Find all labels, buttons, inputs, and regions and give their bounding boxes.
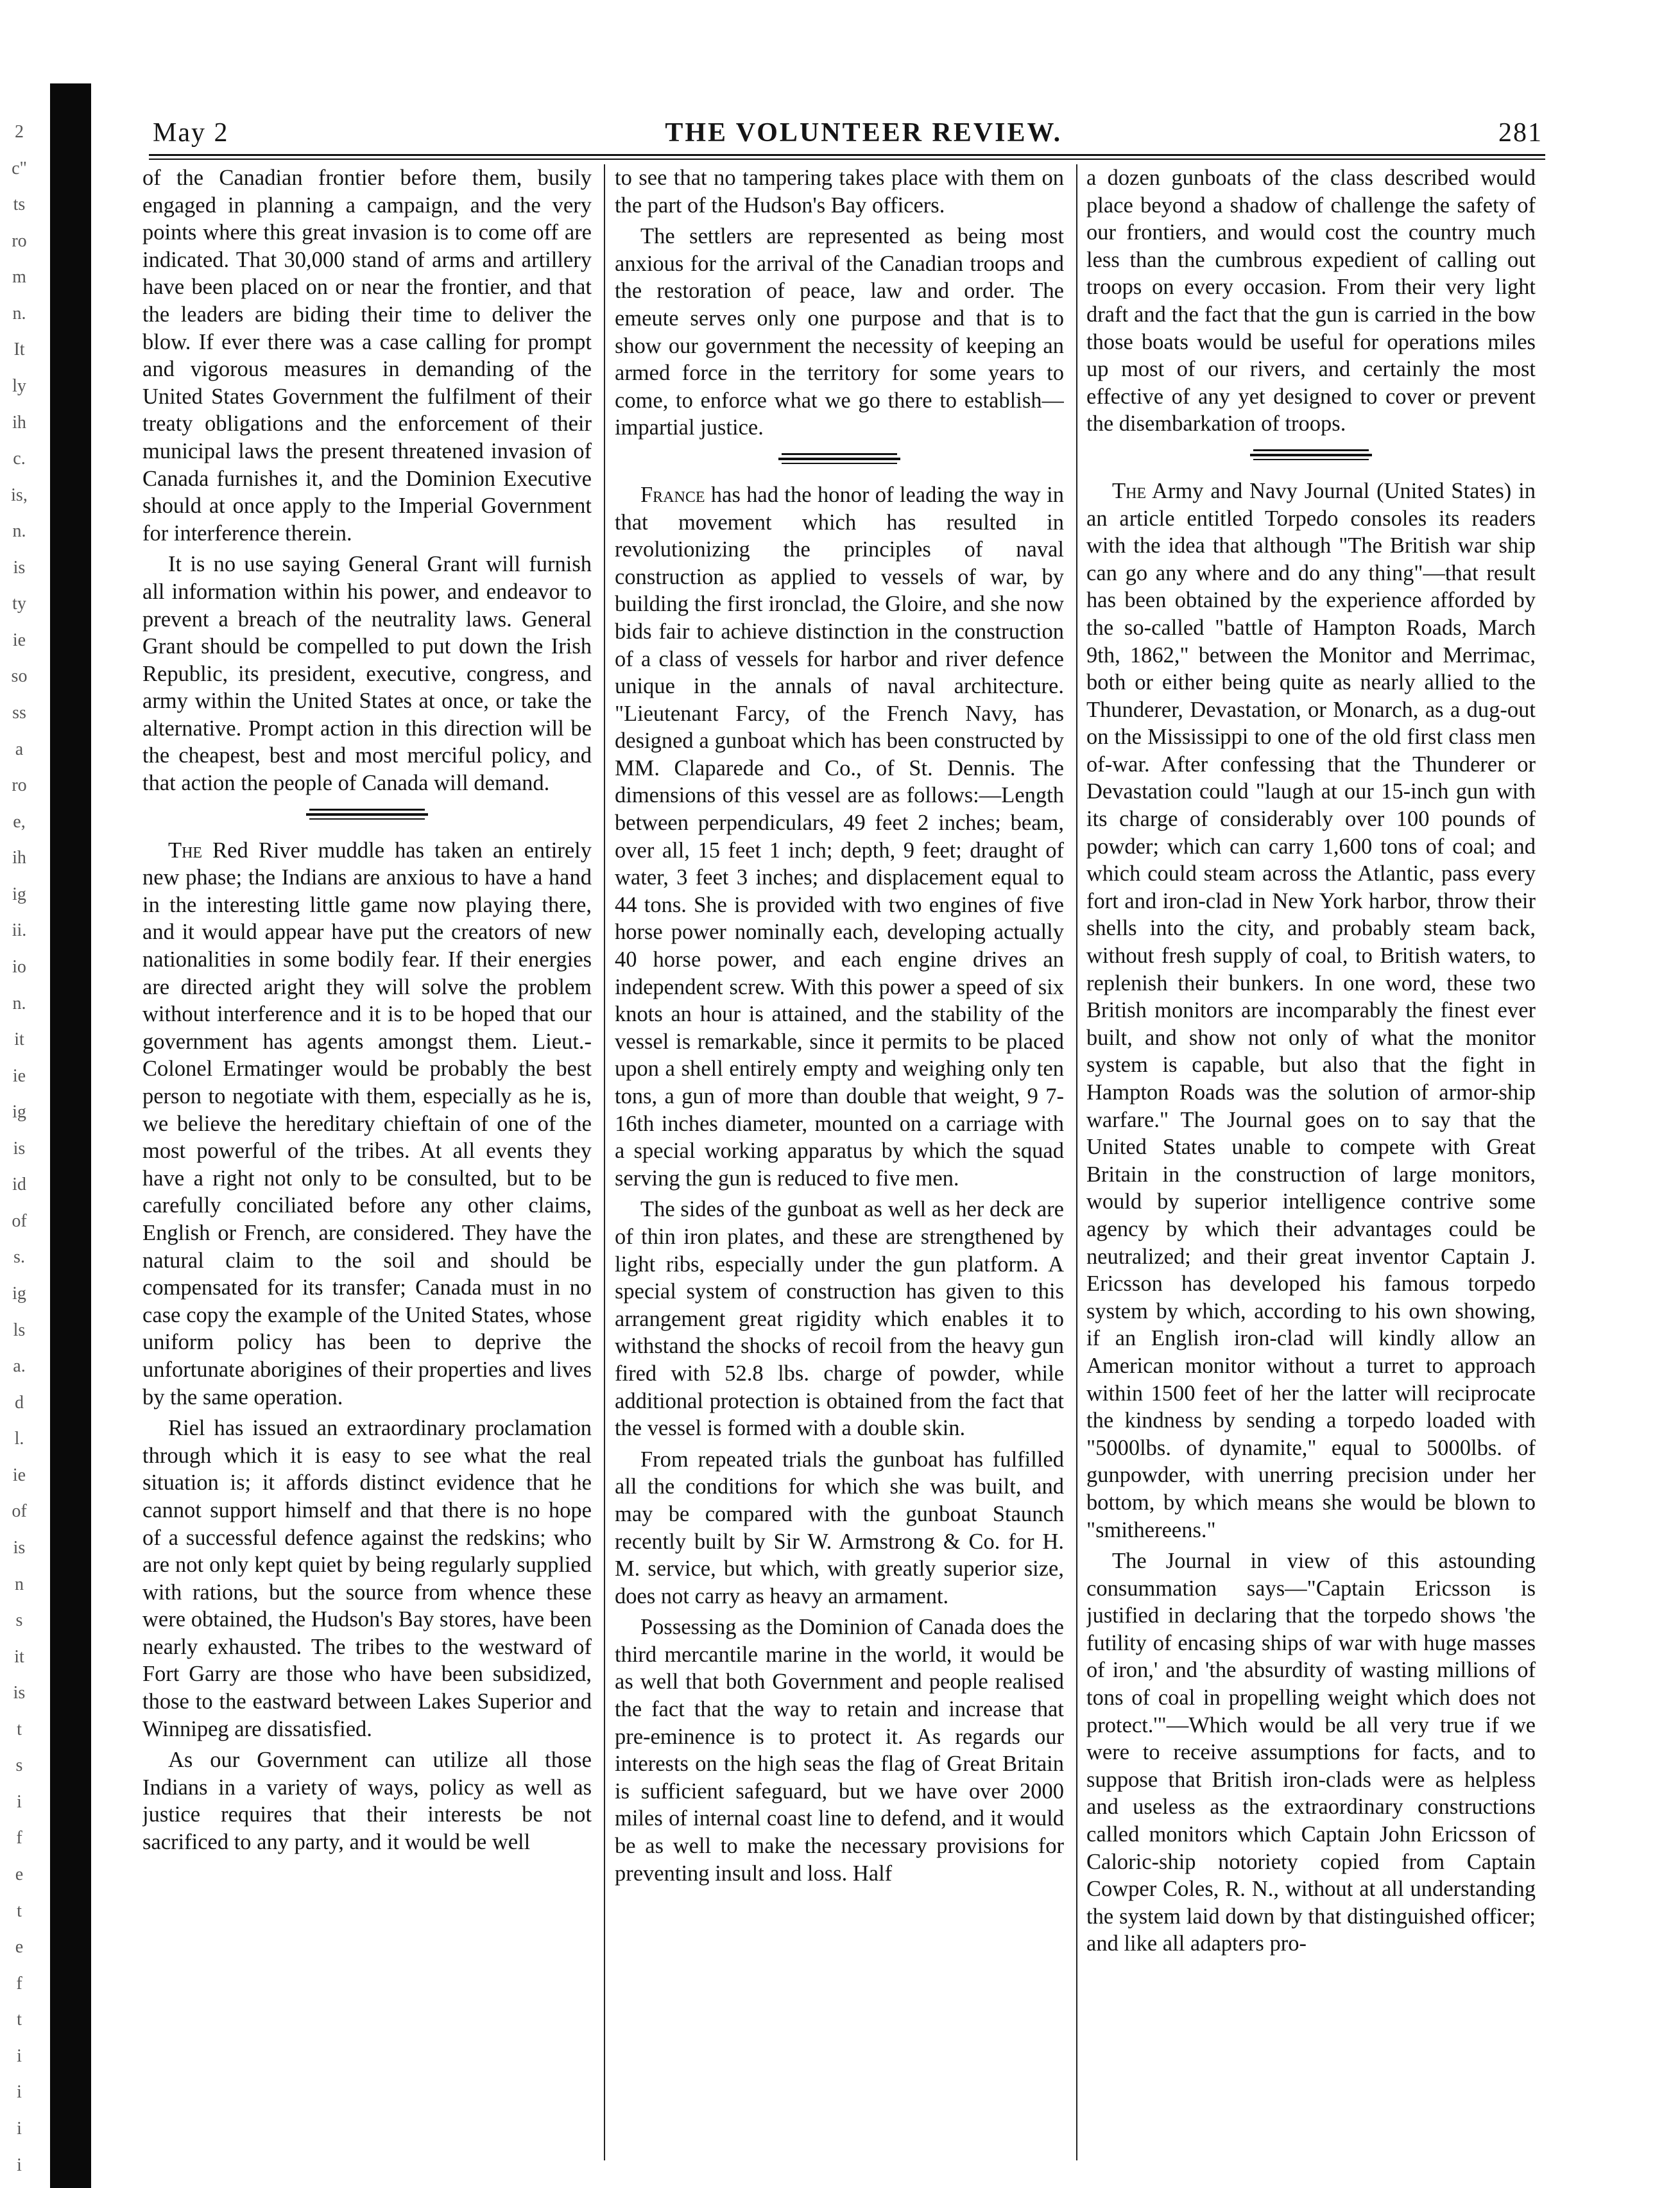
- paragraph: to see that no tampering takes place with them on the part of the Hudson's Bay officers.: [615, 166, 1064, 218]
- margin-fragment: it: [14, 1029, 24, 1050]
- margin-fragment: it: [14, 1646, 24, 1667]
- margin-fragment: s: [15, 1610, 23, 1631]
- margin-fragment: c.: [13, 449, 26, 469]
- margin-fragment: ig: [12, 884, 26, 904]
- margin-fragment: n.: [12, 521, 26, 542]
- margin-fragment: n: [15, 1574, 24, 1594]
- margin-fragment: s.: [13, 1247, 25, 1268]
- article-separator: [1086, 443, 1536, 467]
- margin-fragment: i: [17, 1791, 22, 1812]
- column-3: [1086, 164, 1536, 2173]
- margin-fragment: ro: [12, 775, 27, 796]
- margin-fragment: t: [17, 1719, 22, 1739]
- header-rule: [149, 154, 1545, 156]
- margin-fragment: l.: [14, 1429, 24, 1449]
- margin-fragment: ig: [12, 1284, 26, 1304]
- margin-fragment: i: [17, 2082, 22, 2103]
- paragraph: The settlers are represented as being most anxious for the arrival of the Canadian troops and the restoration of peace, law and order. The emeute serves only one purpose and that is to show our government the necessity of keeping an armed force in the territory for some years to come, to enforce what we go there to establish—impartial justice.: [615, 224, 1064, 440]
- lead-word: The: [168, 838, 203, 863]
- margin-fragment: of: [12, 1501, 27, 1522]
- margin-fragment: 2: [15, 122, 24, 142]
- paragraph-text: Army and Navy Journal (United States) in an article entitled Torpedo consoles its readers with the idea that although "The British war ship can go any where and do any thing"—that result has been obtained by the experience afforded by the so-called "battle of Hampton Roads, March 9th, 1862," between the Monitor and Merrimac, both or either being quite as nearly allied to the Thunderer, Devastation, or Monarch, as a dug-out on the Mississippi to one of the old first class men of-war. After confessing that the Thunderer or Devastation could "laugh at our 15-inch gun with its charge of considerably over 100 pounds of powder; which can carry 1,600 tons of coal; and which could steam across the Atlantic, pass every fort and iron-clad in New York harbor, throw their shells into the city, and probably steam back, without fresh supply of coal, to British waters, to replenish their bunkers. In one word, these two British monitors are incomparably the finest ever built, and show not only of what the monitor system is capable, but also that the fight in Hampton Roads was the solution of armor-ship warfare." The Journal goes on to say that the United States unable to compete with Great Britain in the construction of large monitors, would by superior intelligence contrive some agency by which their advantages could be neutralized; and their great inventor Captain J. Ericsson has developed his famous torpedo system by which, according to his own showing, if an English iron-clad will kindly allow an American monitor without a turret to approach within 1500 feet of her the latter will reciprocate the kindness by sending a torpedo loaded with "5000lbs. of dynamite," equal to 5000lbs. of gunpowder, with unerring precision under her bottom, by which means she would be blown to "smithereens.": [1086, 478, 1536, 1542]
- margin-fragment: t: [17, 1900, 22, 1921]
- margin-fragment: is: [13, 557, 26, 578]
- paragraph: It is no use saying General Grant will furnish all information within his power, and endeavor to prevent a breach of the neutrality laws. General Grant should be compelled to put down the Irish Republic, its president, executive, congress, and army within the United States at once, or take the alternative. Prompt action in this direction will be the cheapest, best and most merciful policy, and that action the people of Canada will demand.: [142, 552, 592, 796]
- article-separator: [615, 447, 1064, 471]
- margin-fragment: m: [12, 267, 26, 288]
- article-lead-paragraph: [1086, 478, 1536, 1544]
- paragraph: of the Canadian frontier before them, busily engaged in planning a campaign, and the very points where this great invasion is to come off are indicated. That 30,000 stand of arms and artillery have been placed on or near the frontier, and that the leaders are biding their time to deliver the blow. If ever there was a case calling for prompt and vigorous measures in demanding of the United States Government the fulfilment of their treaty obligations and the enforcement of their municipal laws the present threatened invasion of Canada furnishes it, and the Dominion Executive should at once apply to the Imperial Government for interference therein.: [142, 166, 592, 546]
- margin-fragment: n.: [12, 993, 26, 1013]
- adjacent-page-margin-fragments: [0, 122, 39, 2176]
- lead-word: France: [640, 482, 705, 507]
- margin-fragment: ie: [12, 1465, 26, 1485]
- margin-fragment: i: [17, 2155, 22, 2175]
- margin-fragment: d: [15, 1392, 24, 1413]
- margin-fragment: s: [15, 1755, 23, 1776]
- page-number: 281: [1498, 118, 1543, 148]
- paragraph: The sides of the gunboat as well as her deck are of thin iron plates, and these are strengthened by light ribs, especially under the gun platform. A special system of construction has given to this arrangement great rigidity which enables it to withstand the shocks of recoil from the heavy gun fired with 52.8 lbs. charge of powder, while additional protection is obtained from the fact that the vessel is formed with a double skin.: [615, 1197, 1064, 1441]
- margin-fragment: ie: [12, 1065, 26, 1086]
- margin-fragment: ih: [12, 848, 26, 868]
- margin-fragment: id: [12, 1175, 26, 1195]
- margin-fragment: a: [15, 739, 24, 759]
- margin-fragment: a.: [13, 1356, 26, 1377]
- publication-title: THE VOLUNTEER REVIEW.: [665, 118, 1063, 148]
- margin-fragment: is,: [11, 485, 28, 505]
- header-date: May 2: [153, 118, 229, 148]
- margin-fragment: ig: [12, 1102, 26, 1123]
- margin-fragment: t: [17, 2010, 22, 2030]
- article-separator: [142, 802, 592, 827]
- paragraph: As our Government can utilize all those Indians in a variety of ways, policy as well as justice requires that their interests be not sacrificed to any party, and it would be well: [142, 1748, 592, 1855]
- margin-fragment: f: [16, 1973, 22, 1994]
- column-2: [615, 164, 1064, 2173]
- paragraph: The Journal in view of this astounding consummation says—"Captain Ericsson is justified in declaring that the torpedo shows 'the futility of encasing ships of war with huge masses of iron,' and 'the absurdity of wasting millions of tons of coal in propelling weight which does not protect.'"—Which would be all very true if we were to receive assumptions for facts, and to suppose that British iron-clads were as helpless and useless as the extraordinary constructions called monitors which Captain John Ericsson of Caloric-ship notoriety copied from Captain Cowper Coles, R. N., without at all understanding the system laid down by that distinguished officer; and like all adapters pro-: [1086, 1549, 1536, 1956]
- paragraph: From repeated trials the gunboat has fulfilled all the conditions for which she was built, and may be compared with the gunboat Staunch recently built by Sir W. Armstrong & Co. for H. M. service, but which, with greatly superior size, does not carry as heavy an armament.: [615, 1447, 1064, 1608]
- margin-fragment: ts: [13, 194, 26, 215]
- column-divider: [1076, 164, 1077, 2160]
- margin-fragment: e: [15, 1937, 24, 1958]
- margin-fragment: ih: [12, 412, 26, 433]
- margin-fragment: ie: [12, 630, 26, 650]
- margin-fragment: It: [13, 340, 25, 360]
- paragraph: Possessing as the Dominion of Canada does the third mercantile marine in the world, it would be as well that both Government and people realised the fact that the way to retain and increase that pre-eminence is to protect it. As regards our interests on the high seas the flag of Great Britain is sufficient safeguard, but we have over 2000 miles of internal coast line to defend, and it would be as well to make the necessary provisions for preventing insult and loss. Half: [615, 1615, 1064, 1886]
- margin-fragment: so: [11, 666, 28, 687]
- binding-gutter-shadow: [50, 83, 91, 2188]
- paragraph-text: has had the honor of leading the way in that movement which has resulted in revolutionizing the principles of naval construction as applied to vessels of war, by building the first ironclad, the Gloire, and she now bids fair to achieve distinction in the construction of a class of vessels for harbor and river defence unique in the annals of naval architecture. "Lieutenant Farcy, of the French Navy, has designed a gunboat which has been constructed by MM. Claparede and Co., of St. Dennis. The dimensions of this vessel are as follows:—Length between perpendiculars, 49 feet 2 inches; beam, over all, 15 feet 1 inch; depth, 9 feet; draught of water, 3 feet 3 inches; and displacement equal to 44 tons. She is provided with two engines of five horse power nominally each, developing actually 40 horse power, and each engine drives an independent screw. With this power a speed of six knots an hour is attained, and the stability of the vessel is remarkable, since it permits to be placed upon a shell entirely empty and weighing only ten tons, a gun of more than double that weight, 9 7-16th inches diameter, mounted on a carriage with a special working apparatus by which the squad serving the gun is reduced to five men.: [615, 482, 1064, 1191]
- lead-word: The: [1112, 478, 1147, 503]
- margin-fragment: is: [13, 1138, 26, 1159]
- running-header: [153, 114, 1543, 151]
- column-divider: [604, 164, 605, 2160]
- margin-fragment: e: [15, 1865, 24, 1884]
- margin-fragment: e,: [13, 811, 26, 832]
- margin-fragment: ls: [13, 1320, 26, 1340]
- margin-fragment: c": [12, 158, 27, 178]
- margin-fragment: ro: [12, 230, 27, 251]
- margin-fragment: ii.: [12, 920, 27, 941]
- margin-fragment: io: [12, 956, 26, 977]
- margin-fragment: n.: [12, 303, 26, 323]
- paragraph: Riel has issued an extraordinary proclamation through which it is easy to see what the real situation is; it affords distinct evidence that he cannot support himself and that there is no hope of a successful defence against the redskins; who are not only kept quiet by being regularly supplied with rations, but the source from whence these were obtained, the Hudson's Bay stores, have been nearly exhausted. The tribes to the westward of Fort Garry are those who have been subsidized, those to the eastward between Lakes Superior and Winnipeg are dissatisfied.: [142, 1416, 592, 1741]
- margin-fragment: ly: [12, 375, 26, 396]
- header-rule-double: [149, 159, 1545, 160]
- margin-fragment: is: [13, 1683, 26, 1703]
- margin-fragment: ss: [12, 703, 26, 723]
- column-1: [142, 164, 592, 2173]
- article-lead-paragraph: [142, 837, 592, 1411]
- margin-fragment: i: [17, 2046, 22, 2066]
- margin-fragment: is: [13, 1537, 26, 1558]
- margin-fragment: ty: [12, 594, 26, 614]
- margin-fragment: f: [16, 1828, 22, 1848]
- paragraph-text: Red River muddle has taken an entirely new phase; the Indians are anxious to have a hand in the interesting little game now playing there, and it would appear have put the creators of new nationalities in some bodily fear. If their energies are directed aright they will solve the problem without interference and it is to be hoped that our government has agents amongst them. Lieut.-Colonel Ermatinger would be probably the best person to negotiate with them, especially as he is, we believe the hereditary chieftain of one of the most powerful of the tribes. At all events they have a right not only to be consulted, but to be carefully conciliated before any other claims, English or French, are considered. They have the natural claim to the soil and should be compensated for its transfer; Canada must in no case copy the example of the United States, whose uniform policy has been to deprive the unfortunate aborigines of their properties and lives by the same operation.: [142, 838, 592, 1409]
- margin-fragment: of: [12, 1210, 27, 1231]
- paragraph: a dozen gunboats of the class described would place beyond a shadow of challenge the safety of our frontiers, and would cost the country much less than the cumbrous expedient of calling out troops on every occasion. From their very light draft and the fact that the gun is carried in the bow those boats would be useful for operations miles up most of our rivers, and certainly the most effective of any yet designed to cover or prevent the disembarkation of troops.: [1086, 166, 1536, 436]
- article-lead-paragraph: [615, 481, 1064, 1192]
- margin-fragment: i: [17, 2118, 22, 2139]
